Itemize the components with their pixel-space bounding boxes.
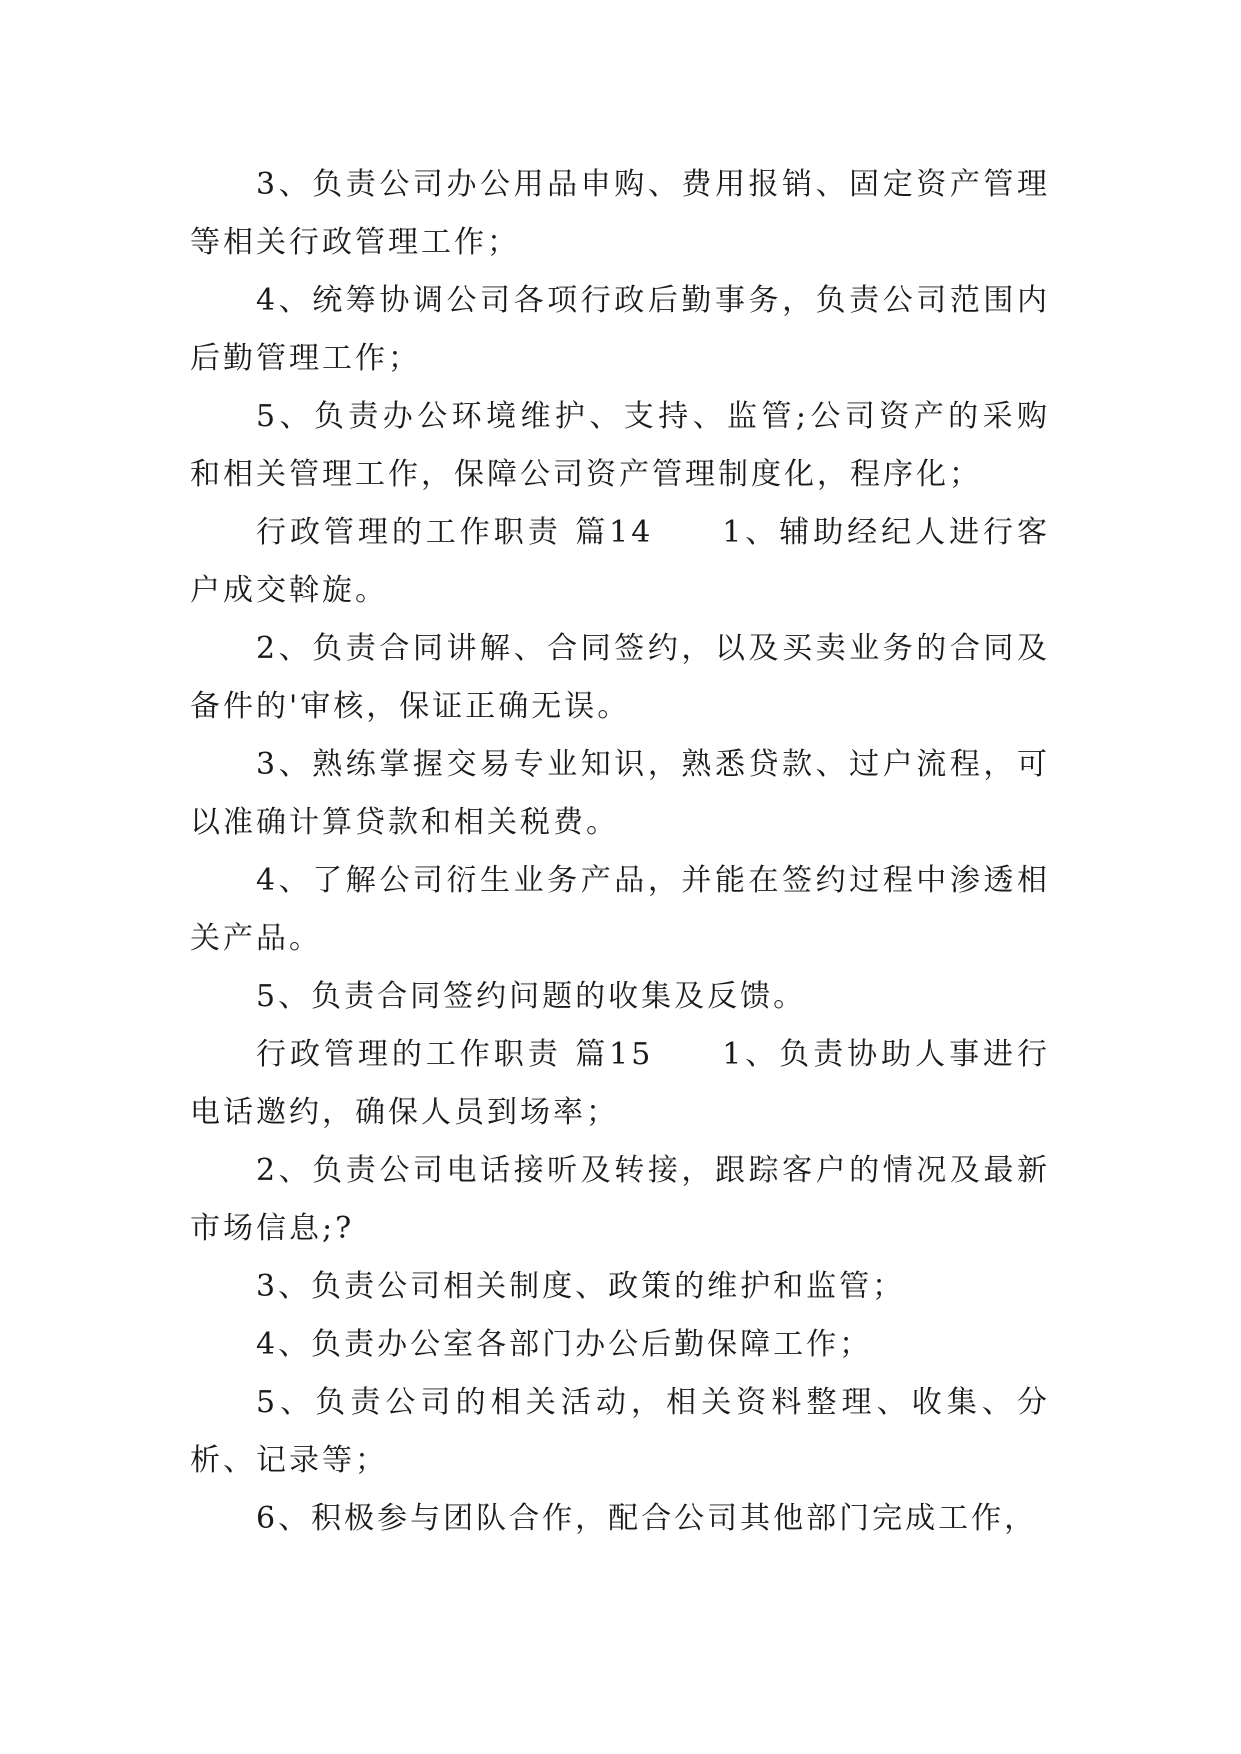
paragraph-14: 6、积极参与团队合作，配合公司其他部门完成工作，	[256, 1501, 1038, 1536]
paragraph-3: 5、负责办公环境维护、支持、监管;公司资产的采购和相关管理工作，保障公司资产管理制度化，程序化；	[190, 399, 1050, 492]
paragraph-13: 5、负责公司的相关活动，相关资料整理、收集、分析、记录等；	[190, 1385, 1050, 1478]
paragraph-8: 5、负责合同签约问题的收集及反馈。	[256, 979, 807, 1014]
paragraph-5: 2、负责合同讲解、合同签约，以及买卖业务的合同及备件的'审核，保证正确无误。	[190, 631, 1050, 724]
paragraph-10: 2、负责公司电话接听及转接，跟踪客户的情况及最新市场信息;?	[190, 1153, 1050, 1246]
paragraph-7: 4、了解公司衍生业务产品，并能在签约过程中渗透相关产品。	[190, 863, 1050, 956]
section-heading-15: 行政管理的工作职责 篇15 1、负责协助人事进行电话邀约，确保人员到场率；	[190, 1037, 1050, 1130]
section-heading-14: 行政管理的工作职责 篇14 1、辅助经纪人进行客户成交斡旋。	[190, 515, 1050, 608]
paragraph-2: 4、统筹协调公司各项行政后勤事务，负责公司范围内后勤管理工作；	[190, 283, 1050, 376]
paragraph-1: 3、负责公司办公用品申购、费用报销、固定资产管理等相关行政管理工作；	[190, 167, 1050, 260]
paragraph-11: 3、负责公司相关制度、政策的维护和监管；	[256, 1269, 906, 1304]
paragraph-6: 3、熟练掌握交易专业知识，熟悉贷款、过户流程，可以准确计算贷款和相关税费。	[190, 747, 1050, 840]
paragraph-12: 4、负责办公室各部门办公后勤保障工作；	[256, 1327, 873, 1362]
document-body	[190, 156, 1050, 1548]
